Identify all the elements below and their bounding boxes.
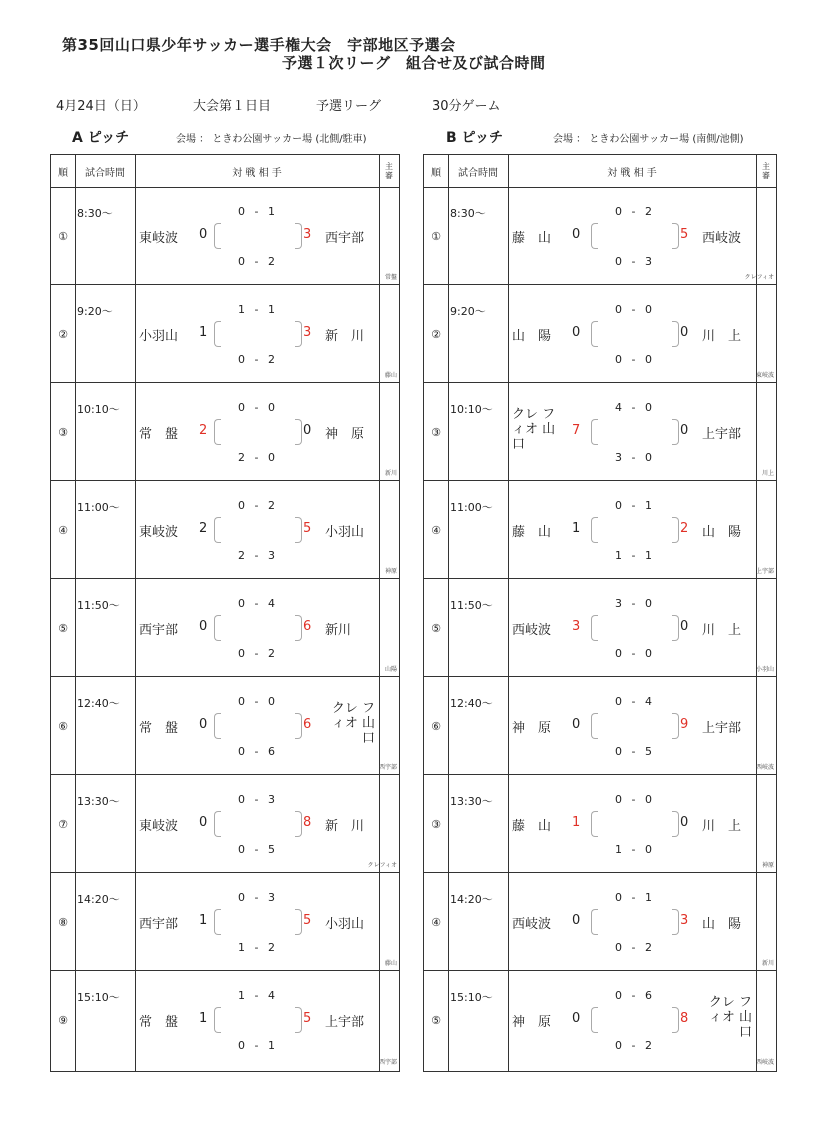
home-score: 1	[572, 815, 581, 830]
referee-team: クレフィオ	[367, 862, 397, 869]
kickoff-time: 10:10〜	[450, 403, 493, 416]
away-score: 5	[303, 913, 312, 928]
first-half-score: 0 - 0	[238, 695, 278, 708]
table-row	[424, 677, 776, 775]
referee-team: 神原	[761, 862, 774, 869]
match-number: ⑥	[431, 719, 441, 733]
home-score: 2	[199, 423, 208, 438]
game-length: 30分ゲーム	[432, 99, 501, 114]
away-team: クレ フィオ 山口	[331, 701, 375, 746]
bracket-left	[591, 615, 598, 641]
home-team: 藤 山	[512, 819, 552, 834]
match-number: ③	[58, 425, 68, 439]
table-header	[51, 155, 399, 188]
away-team: 小羽山	[325, 525, 365, 540]
kickoff-time: 13:30〜	[450, 795, 493, 808]
kickoff-time: 9:20〜	[450, 305, 486, 318]
table-row	[51, 187, 399, 285]
referee-team: クレフィオ	[744, 274, 774, 281]
first-half-score: 0 - 2	[238, 499, 278, 512]
bracket-left	[214, 419, 221, 445]
first-half-score: 0 - 1	[615, 499, 655, 512]
away-team: 西岐波	[702, 231, 742, 246]
match-number: ①	[431, 229, 441, 243]
home-team: 常 盤	[139, 721, 179, 736]
away-team: 上宇部	[702, 721, 742, 736]
kickoff-time: 11:00〜	[77, 501, 120, 514]
away-team: 西宇部	[325, 231, 365, 246]
home-score: 1	[199, 913, 208, 928]
away-team: 神 原	[325, 427, 365, 442]
home-score: 0	[572, 1011, 581, 1026]
home-team: 藤 山	[512, 525, 552, 540]
away-score: 0	[303, 423, 312, 438]
second-half-score: 0 - 0	[615, 353, 655, 366]
bracket-right	[672, 419, 679, 445]
away-score: 5	[680, 227, 689, 242]
kickoff-time: 8:30〜	[450, 207, 486, 220]
match-number: ⑤	[431, 1013, 441, 1027]
away-team: 山 陽	[702, 917, 742, 932]
home-score: 3	[572, 619, 581, 634]
pitch-a-title: A ピッチ	[72, 130, 130, 146]
match-number: ⑥	[58, 719, 68, 733]
second-half-score: 1 - 0	[615, 843, 655, 856]
away-team: 新川	[325, 623, 352, 638]
match-number: ③	[431, 817, 441, 831]
bracket-right	[672, 321, 679, 347]
bracket-right	[672, 713, 679, 739]
away-team: 川 上	[702, 329, 742, 344]
bracket-right	[672, 223, 679, 249]
table-row	[51, 775, 399, 873]
match-number: ②	[58, 327, 68, 341]
bracket-left	[591, 909, 598, 935]
stage-label: 予選リーグ	[316, 99, 382, 114]
header-time: 試合時間	[458, 167, 498, 179]
bracket-left	[591, 419, 598, 445]
away-team: 新 川	[325, 819, 365, 834]
bracket-left	[214, 517, 221, 543]
away-score: 3	[303, 227, 312, 242]
home-score: 0	[199, 619, 208, 634]
home-team: 東岐波	[139, 231, 179, 246]
away-score: 8	[680, 1011, 689, 1026]
home-team: 東岐波	[139, 819, 179, 834]
table-row	[51, 971, 399, 1069]
kickoff-time: 12:40〜	[77, 697, 120, 710]
away-score: 2	[680, 521, 689, 536]
bracket-right	[295, 1007, 302, 1033]
first-half-score: 0 - 6	[615, 989, 655, 1002]
bracket-right	[295, 909, 302, 935]
second-half-score: 0 - 2	[615, 1039, 655, 1052]
home-score: 1	[199, 325, 208, 340]
referee-team: 小羽山	[755, 666, 774, 673]
table-row	[51, 285, 399, 383]
away-team: 川 上	[702, 819, 742, 834]
header-referee: 主審	[762, 162, 770, 180]
bracket-right	[295, 223, 302, 249]
kickoff-time: 12:40〜	[450, 697, 493, 710]
match-number: ⑤	[58, 621, 68, 635]
away-team: 山 陽	[702, 525, 742, 540]
home-team: 東岐波	[139, 525, 179, 540]
kickoff-time: 11:50〜	[450, 599, 493, 612]
header-match: 対 戦 相 手	[607, 167, 657, 179]
second-half-score: 2 - 0	[238, 451, 278, 464]
first-half-score: 0 - 3	[238, 793, 278, 806]
bracket-right	[295, 321, 302, 347]
first-half-score: 0 - 0	[615, 303, 655, 316]
second-half-score: 0 - 0	[615, 647, 655, 660]
away-score: 5	[303, 1011, 312, 1026]
home-score: 0	[572, 325, 581, 340]
away-score: 0	[680, 423, 689, 438]
first-half-score: 0 - 4	[615, 695, 655, 708]
first-half-score: 1 - 4	[238, 989, 278, 1002]
first-half-score: 0 - 0	[615, 793, 655, 806]
header-order: 順	[58, 167, 68, 179]
home-team: 西宇部	[139, 623, 179, 638]
table-row	[51, 873, 399, 971]
first-half-score: 0 - 1	[238, 205, 278, 218]
referee-team: 神原	[384, 568, 397, 575]
home-score: 0	[199, 815, 208, 830]
first-half-score: 0 - 0	[238, 401, 278, 414]
kickoff-time: 15:10〜	[450, 991, 493, 1004]
away-score: 8	[303, 815, 312, 830]
match-number: ⑧	[58, 915, 68, 929]
kickoff-time: 9:20〜	[77, 305, 113, 318]
pitch-b-title: B ピッチ	[446, 130, 503, 146]
bracket-left	[214, 713, 221, 739]
bracket-right	[295, 713, 302, 739]
referee-team: 新川	[384, 470, 397, 477]
second-half-score: 0 - 2	[238, 353, 278, 366]
home-score: 2	[199, 521, 208, 536]
bracket-right	[672, 615, 679, 641]
away-score: 6	[303, 717, 312, 732]
pitch-b-venue: 会場 ： ときわ公園サッカー場 (南側/池側)	[553, 134, 744, 145]
kickoff-time: 8:30〜	[77, 207, 113, 220]
first-half-score: 4 - 0	[615, 401, 655, 414]
bracket-left	[591, 223, 598, 249]
away-team: 小羽山	[325, 917, 365, 932]
match-number: ⑦	[58, 817, 68, 831]
match-number: ⑤	[431, 621, 441, 635]
table-row	[424, 383, 776, 481]
second-half-score: 0 - 5	[238, 843, 278, 856]
match-number: ①	[58, 229, 68, 243]
header-match: 対 戦 相 手	[232, 167, 282, 179]
away-team: 上宇部	[325, 1015, 365, 1030]
header-time: 試合時間	[85, 167, 125, 179]
home-score: 0	[572, 913, 581, 928]
match-number: ②	[431, 327, 441, 341]
match-number: ④	[431, 523, 441, 537]
second-half-score: 2 - 3	[238, 549, 278, 562]
header-referee: 主審	[385, 162, 393, 180]
first-half-score: 0 - 1	[615, 891, 655, 904]
schedule-table-b	[423, 154, 777, 1072]
away-score: 5	[303, 521, 312, 536]
schedule-table-a	[50, 154, 400, 1072]
bracket-left	[591, 517, 598, 543]
home-team: 神 原	[512, 1015, 552, 1030]
kickoff-time: 10:10〜	[77, 403, 120, 416]
tournament-day: 大会第１日目	[193, 99, 272, 114]
home-team: 西宇部	[139, 917, 179, 932]
first-half-score: 0 - 3	[238, 891, 278, 904]
away-score: 9	[680, 717, 689, 732]
second-half-score: 1 - 2	[238, 941, 278, 954]
first-half-score: 0 - 4	[238, 597, 278, 610]
home-team: 神 原	[512, 721, 552, 736]
second-half-score: 0 - 2	[238, 647, 278, 660]
bracket-right	[295, 615, 302, 641]
table-row	[424, 579, 776, 677]
bracket-right	[295, 419, 302, 445]
home-team: 藤 山	[512, 231, 552, 246]
bracket-left	[214, 223, 221, 249]
document-subtitle: 予選１次リーグ 組合せ及び試合時間	[282, 54, 546, 72]
referee-team: 西岐波	[755, 1059, 774, 1066]
bracket-left	[214, 909, 221, 935]
bracket-left	[591, 321, 598, 347]
first-half-score: 3 - 0	[615, 597, 655, 610]
table-header	[424, 155, 776, 188]
bracket-left	[214, 811, 221, 837]
bracket-right	[295, 517, 302, 543]
home-score: 0	[199, 717, 208, 732]
referee-team: 藤山	[384, 372, 397, 379]
home-team: 西岐波	[512, 917, 552, 932]
kickoff-time: 11:50〜	[77, 599, 120, 612]
first-half-score: 0 - 2	[615, 205, 655, 218]
away-team: 川 上	[702, 623, 742, 638]
home-team: 常 盤	[139, 427, 179, 442]
bracket-right	[672, 517, 679, 543]
first-half-score: 1 - 1	[238, 303, 278, 316]
home-team: 小羽山	[139, 329, 179, 344]
table-row	[424, 481, 776, 579]
home-team: 山 陽	[512, 329, 552, 344]
home-score: 7	[572, 423, 581, 438]
match-number: ④	[58, 523, 68, 537]
second-half-score: 0 - 2	[615, 941, 655, 954]
header-order: 順	[431, 167, 441, 179]
table-row	[424, 187, 776, 285]
document-title: 第35回山口県少年サッカー選手権大会 宇部地区予選会	[62, 36, 456, 54]
away-score: 0	[680, 815, 689, 830]
home-score: 1	[572, 521, 581, 536]
bracket-left	[214, 321, 221, 347]
referee-team: 西宇部	[378, 1059, 397, 1066]
referee-team: 川上	[761, 470, 774, 477]
table-row	[51, 481, 399, 579]
home-team: 常 盤	[139, 1015, 179, 1030]
referee-team: 新川	[761, 960, 774, 967]
away-score: 0	[680, 619, 689, 634]
bracket-left	[214, 615, 221, 641]
bracket-left	[214, 1007, 221, 1033]
second-half-score: 3 - 0	[615, 451, 655, 464]
referee-team: 山陽	[384, 666, 397, 673]
match-number: ⑨	[58, 1013, 68, 1027]
table-row	[51, 383, 399, 481]
away-team: 上宇部	[702, 427, 742, 442]
kickoff-time: 14:20〜	[77, 893, 120, 906]
home-score: 0	[572, 717, 581, 732]
table-row	[424, 285, 776, 383]
referee-team: 常盤	[384, 274, 397, 281]
bracket-right	[672, 909, 679, 935]
table-row	[51, 579, 399, 677]
kickoff-time: 15:10〜	[77, 991, 120, 1004]
bracket-right	[672, 811, 679, 837]
referee-team: 西宇部	[378, 764, 397, 771]
second-half-score: 0 - 1	[238, 1039, 278, 1052]
bracket-right	[672, 1007, 679, 1033]
second-half-score: 0 - 3	[615, 255, 655, 268]
second-half-score: 0 - 5	[615, 745, 655, 758]
table-row	[424, 971, 776, 1069]
away-team: クレ フィオ 山口	[708, 995, 752, 1040]
away-team: 新 川	[325, 329, 365, 344]
away-score: 0	[680, 325, 689, 340]
table-row	[51, 677, 399, 775]
table-row	[424, 775, 776, 873]
home-team: 西岐波	[512, 623, 552, 638]
away-score: 3	[680, 913, 689, 928]
bracket-right	[295, 811, 302, 837]
away-score: 6	[303, 619, 312, 634]
home-score: 0	[199, 227, 208, 242]
pitch-a-venue: 会場 ： ときわ公園サッカー場 (北側/駐車)	[176, 134, 367, 145]
match-date: 4月24日（日）	[56, 99, 146, 114]
bracket-left	[591, 1007, 598, 1033]
kickoff-time: 13:30〜	[77, 795, 120, 808]
second-half-score: 0 - 6	[238, 745, 278, 758]
second-half-score: 0 - 2	[238, 255, 278, 268]
match-number: ③	[431, 425, 441, 439]
referee-team: 藤山	[384, 960, 397, 967]
referee-team: 西岐波	[755, 764, 774, 771]
home-team: クレ フィオ 山口	[512, 407, 556, 452]
table-row	[424, 873, 776, 971]
match-number: ④	[431, 915, 441, 929]
bracket-left	[591, 713, 598, 739]
kickoff-time: 14:20〜	[450, 893, 493, 906]
home-score: 1	[199, 1011, 208, 1026]
referee-team: 上宇部	[755, 568, 774, 575]
kickoff-time: 11:00〜	[450, 501, 493, 514]
referee-team: 東岐波	[755, 372, 774, 379]
bracket-left	[591, 811, 598, 837]
home-score: 0	[572, 227, 581, 242]
away-score: 3	[303, 325, 312, 340]
second-half-score: 1 - 1	[615, 549, 655, 562]
